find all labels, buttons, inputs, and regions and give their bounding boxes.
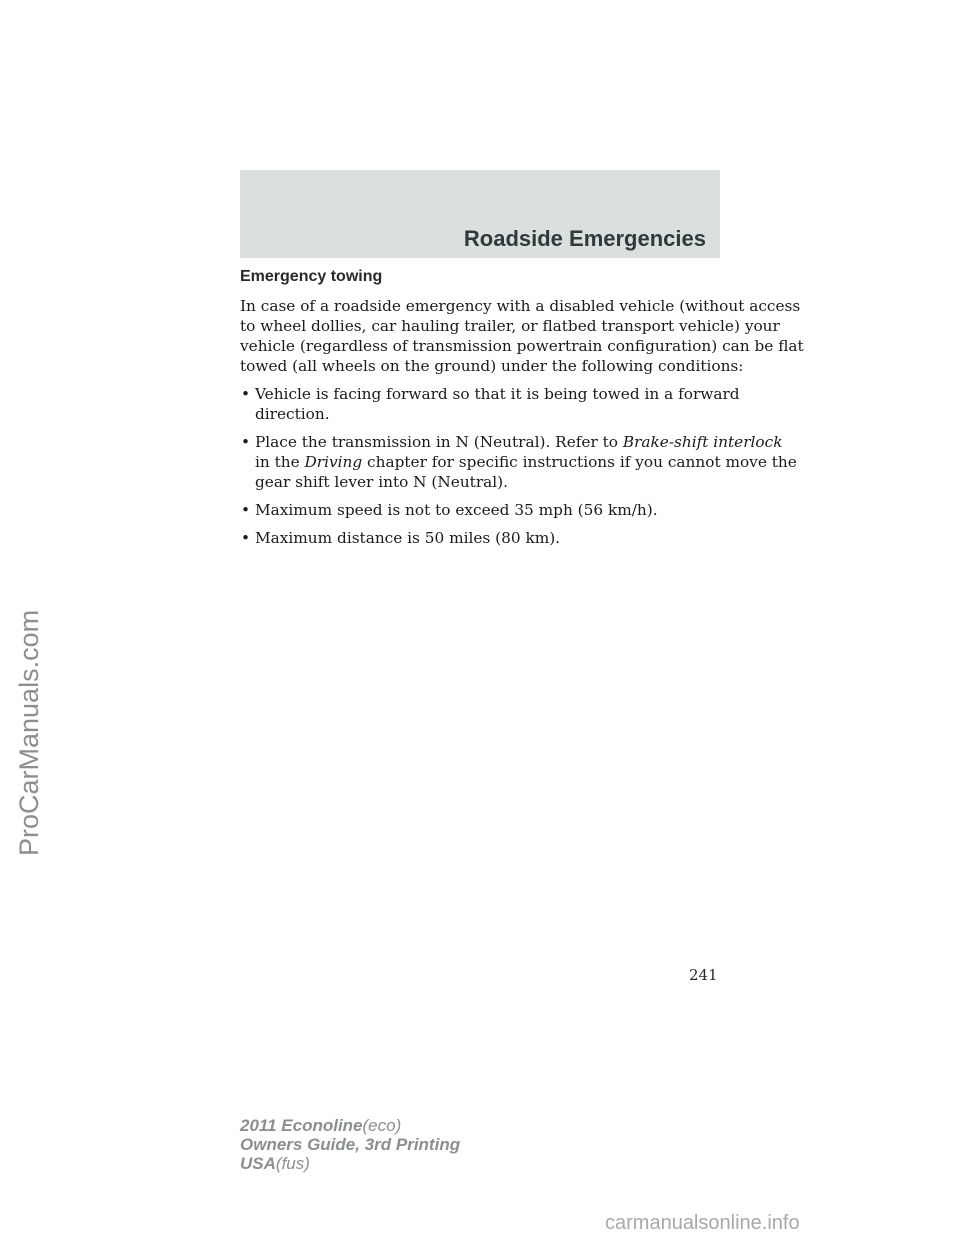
list-item-text [255,452,797,472]
conditions-list [240,384,797,548]
text-run: chapter for specific instructions if you cannot move the [362,453,797,471]
list-item [240,528,740,548]
intro-line: towed (all wheels on the ground) under the following conditions: [240,357,744,375]
list-item-text: direction. [255,405,330,423]
text-run: in the [255,453,305,471]
bullet-icon: • [241,385,251,403]
cross-reference-driving: Driving [304,453,363,471]
page-number: 241 [689,966,718,984]
intro-line: vehicle (regardless of transmission powertrain configuration) can be flat [240,337,804,355]
list-item [240,384,740,424]
bullet-icon: • [241,433,251,451]
list-item-text [255,432,783,452]
list-item-text: gear shift lever into N (Neutral). [255,473,508,491]
bottom-watermark: carmanualsonline.info [605,1212,800,1234]
list-item [240,432,797,492]
cross-reference-brake-shift-interlock: Brake-shift interlock [622,433,783,451]
list-item-text: Maximum speed is not to exceed 35 mph (56 km/h). [255,501,658,519]
footer-line-model [240,1116,460,1135]
intro-paragraph [240,296,804,376]
footer-model: 2011 Econoline [240,1116,363,1135]
page-content [240,268,804,556]
intro-line: to wheel dollies, car hauling trailer, or flatbed transport vehicle) your [240,317,780,335]
footer-region-code: (fus) [275,1154,310,1173]
subheading: Emergency towing [240,268,383,285]
text-run: Place the transmission in N (Neutral). Refer to [255,433,623,451]
list-item-text: Maximum distance is 50 miles (80 km). [255,529,561,547]
intro-line: In case of a roadside emergency with a disabled vehicle (without access [240,297,801,315]
side-watermark: ProCarManuals.com [14,609,44,856]
list-item [240,500,740,520]
footer [240,1116,460,1173]
footer-line-guide [240,1135,460,1154]
footer-line-region [240,1154,460,1173]
footer-guide: Owners Guide, 3rd Printing [240,1135,461,1154]
footer-model-code: (eco) [362,1116,402,1135]
bullet-icon: • [241,529,251,547]
section-title: Roadside Emergencies [463,226,706,251]
footer-region: USA [240,1154,276,1173]
bullet-icon: • [241,501,251,519]
section-header-band [240,170,720,258]
list-item-text: Vehicle is facing forward so that it is being towed in a forward [255,385,740,403]
